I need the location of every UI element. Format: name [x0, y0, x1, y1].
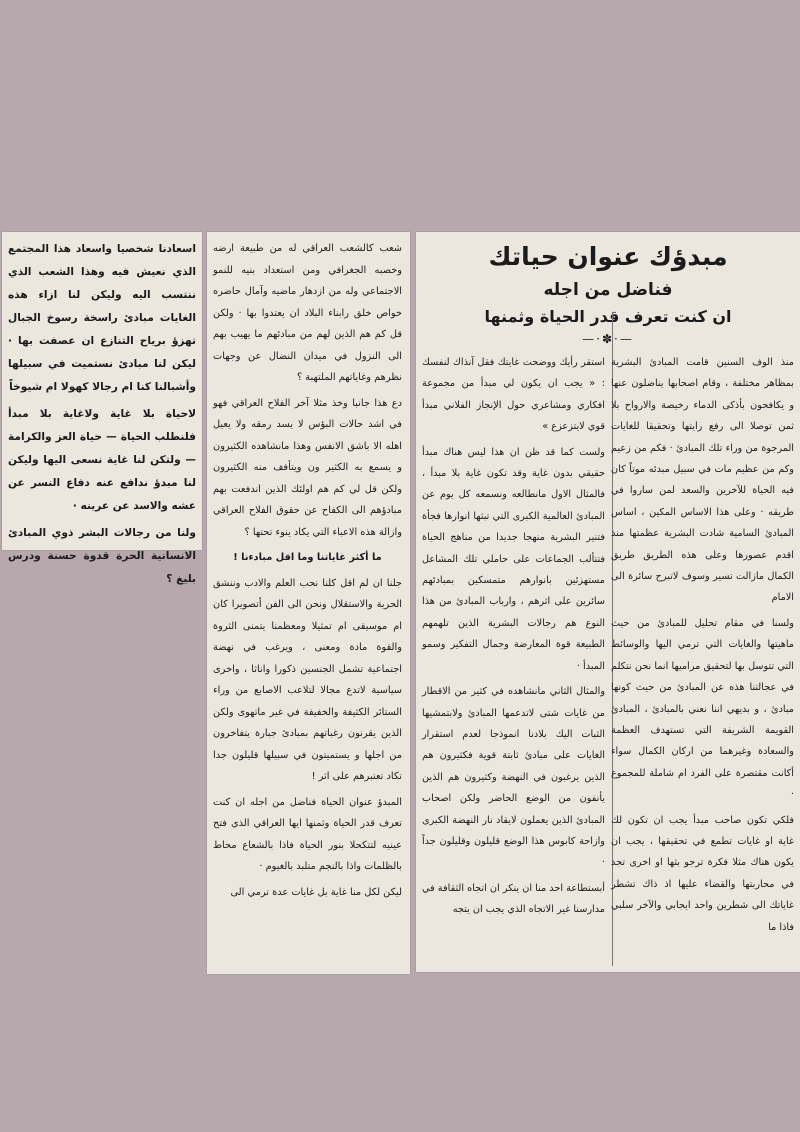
article-clipping-middle	[207, 232, 410, 974]
paragraph: فلكي تكون صاحب مبدأ يجب ان تكون لك غاية او غايات تطمع في تحقيقها ، يجب ان يكون هناك مثلا فكرة ترجو بثها او اخرى تجد في محاربتها والقضاء عليها اذ ذاك تشطر غاياتك الى شطرين واحد ايجابي والآخر سلبي فاذا ما	[611, 814, 794, 933]
paragraph: ولست كما قد ظن ان هذا ليس هناك مبدأ حقيقي بدون غاية وقد تكون غاية بلا مبدأ ، فالمثال الاول مانطالعه ونسمعه كل يوم عن المبادئ العالمية الكبرى التي تبثها انوارها فجأة فتنير البشرية منهجا جديدا من مناهج الحياة فتتألب الجماعات على حاملي تلك المشاعل مستهزئين بانوارهم متمسكين بمبادئهم سائرين على اثرهم ، وارباب المبادئ من هذا النوع هم رجالات البشرية الذين تلهمهم الطبيعة قوة المعارضة وجمال التفكير وسمو المبدأ ·	[422, 446, 605, 672]
article-clipping-right	[416, 232, 800, 972]
paragraph: المبدؤ عنوان الحياة فناضل من اجله ان كنت تعرف قدر الحياة وثمنها ايها العراقي الذي فتح عينيه لتتكحلا بنور الحياة فاذا بالشعاع محاط بالظلمات واذا بالنجم متلبد بالغيوم ·	[213, 796, 402, 872]
article-headline: مبدؤك عنوان حياتك	[488, 242, 728, 271]
paragraph: أبستطاعة احد منا ان ينكر ان اتجاه الثقافة في مدارسنا غير الاتجاه الذي يجب ان يتجه	[422, 882, 605, 916]
text-column-left	[422, 352, 605, 972]
article-subheadline: فناضل من اجله	[543, 280, 673, 300]
paragraph: دع هذا جانبا وخذ مثلا آخر الفلاح العراقي فهو في اشد حالات البؤس لا يسد رمقه ولا يعيل اهله الا باشق الانفس وهذا مانشاهده الكثيرون و يسمع به الكثير ون ويتأفف منه الكثيرون ولكن قل لي كم هم اولئك الذين اندفعت بهم مبادؤهم الى الكفاح عن حقوق الفلاح العراقي وازالة هذه الاعباء التي يكاد ينوء تحتها ؟	[213, 397, 402, 538]
paragraph: ما أكثر غاياتنا وما اقل مبادءنا !	[233, 552, 382, 563]
paragraph: ولنا من رجالات البشر ذوي المبادئ الانسانية الحرة قدوة حسنة ودرس بليغ ؟	[8, 527, 196, 585]
paragraph: والمثال الثاني مانشاهده في كثير من الاقطار من غايات شتى لاتدعمها المبادئ ولابتمشيها الثبات اليك بلادنا انموذجا لعدم استقرار الغايات على مبادئ ثابتة قوية فكثيرون هم الذين يرغبون في النهضة وكثيرون هم الذين يأنفون من الوضع الحاضر ولكن اصحاب المبادئ الذين يعملون لايقاد نار النهضة الكبرى وازاحة كابوس هذا الوضع قليلون وقليلون جداً ·	[422, 686, 605, 869]
paragraph: ولسنا في مقام تحليل للمبادئ من حيث ماهيتها والغايات التي ترمي اليها والوسائط التي تتوسل بها لتحقيق مراميها انما نحن نتكلم في عجالتنا هذه عن المبادئ من حيث كونها مبادئ ، و بديهي اننا نعني بالمبادئ ، المبادئ القويمة الشريفة التي تستهدف العظمة والسعادة وغيرهما من اركان الكمال سواء أكانت مقتصرة على الفرد ام شاملة للمجموع ·	[611, 617, 794, 801]
paragraph: اسعادنا شخصيا واسعاد هذا المجتمع الذي نعيش فيه وهذا الشعب الذي ننتسب اليه وليكن لنا ازاء هذه الغايات مبادئ راسخة رسوخ الجبال تهزؤ برياح التنازع ان عصفت بها · ليكن لنا مبادئ نستميت في سبيلها وأشبالنا كنا ام رجالا كهولا ام شيوخاً	[8, 243, 196, 393]
paragraph: شعب كالشعب العراقي له من طبيعة ارضه وخصبه الجغرافي ومن استعداد بنيه للنمو الاجتماعي وله من ازدهار ماضيه وآمال حاضره خواص خلق رابناء البلاد ان يعتدوا بها · ولكن قل كم هم الذين لهم من مبادئهم ما يهيب بهم الى النزول في ميدان النضال عن وجهات نظرهم وغاياتهم الملتهبة ؟	[213, 243, 402, 383]
paragraph: ليكن لكل منا غاية بل غايات عدة ترمي الى	[230, 886, 402, 898]
paragraph: منذ الوف السنين قامت المبادئ البشرية بمظاهر مختلفة ، وقام اصحابها يناضلون عنها و يكافحون بأذكى الدماء رخيصة والارواح بلا ثمن توصلا الى رفع رايتها وتحقيقا للغايات المرجوة من وراء تلك المبادئ · فكم من زعيم وكم من عظيم مات في سبيل مبدئه موتاً كان فيه الحياة للآخرين والسعد لمن ساروا في طريقه · وعلى هذا الاساس المكين ، اساس المبادئ السامية شادت البشرية عظمتها منذ اقدم عصورها وعلى هذه الطريق طريق الكمال مازالت تسير وسوف لاتبرح سائرة الى الامام	[611, 357, 794, 604]
paragraph: استقر رأيك ووضحت غايتك فقل آنذاك لنفسك : « يجب ان يكون لي مبدأ من مجموعة افكاري ومشاعري حول الإنجاز الفلاني مبدأ قوي لايتزعزع »	[422, 357, 605, 433]
text-column	[8, 232, 196, 585]
text-column	[213, 232, 402, 974]
article-header	[424, 238, 792, 348]
article-subheadline: ان كنت تعرف قدر الحياة وثمنها	[484, 307, 732, 326]
paragraph: لاحياة بلا غاية ولاغاية بلا مبدأ فلنطلب الحياة — حياة العز والكرامة — ولتكن لنا غاية نسعى اليها وليكن لنا مبدؤ ندافع عنه دفاع النسر عن عشه والاسد عن عرينه ·	[8, 408, 196, 512]
ornament-divider: —·✽·—	[582, 332, 634, 346]
text-column-right	[611, 352, 794, 972]
article-clipping-left	[2, 232, 202, 585]
paragraph: جلنا ان لم اقل كلنا نحب العلم والادب وننشق الحرية والاستقلال ونحن الى الفن أتصويرا كان ام موسيقى ام تمثيلا ومعظمنا يتمنى الثروة والقوة مادة ومعنى ، ويرغب في نهضة اجتماعية تشمل الجنسين ذكورا واناثا ، واخرى سياسية لاتدع مجالا لتلاعب الاصابع من وراء الستائر الكثيفة والخفيفة في غير ماتهوى ولكن الذين يقرنون رغباتهم بمبادئ جبارة يتفاخرون من اجلها و يستميتون في سبيلها قليلون جدا تكاد تعتبرهم على اثر !	[213, 577, 402, 782]
